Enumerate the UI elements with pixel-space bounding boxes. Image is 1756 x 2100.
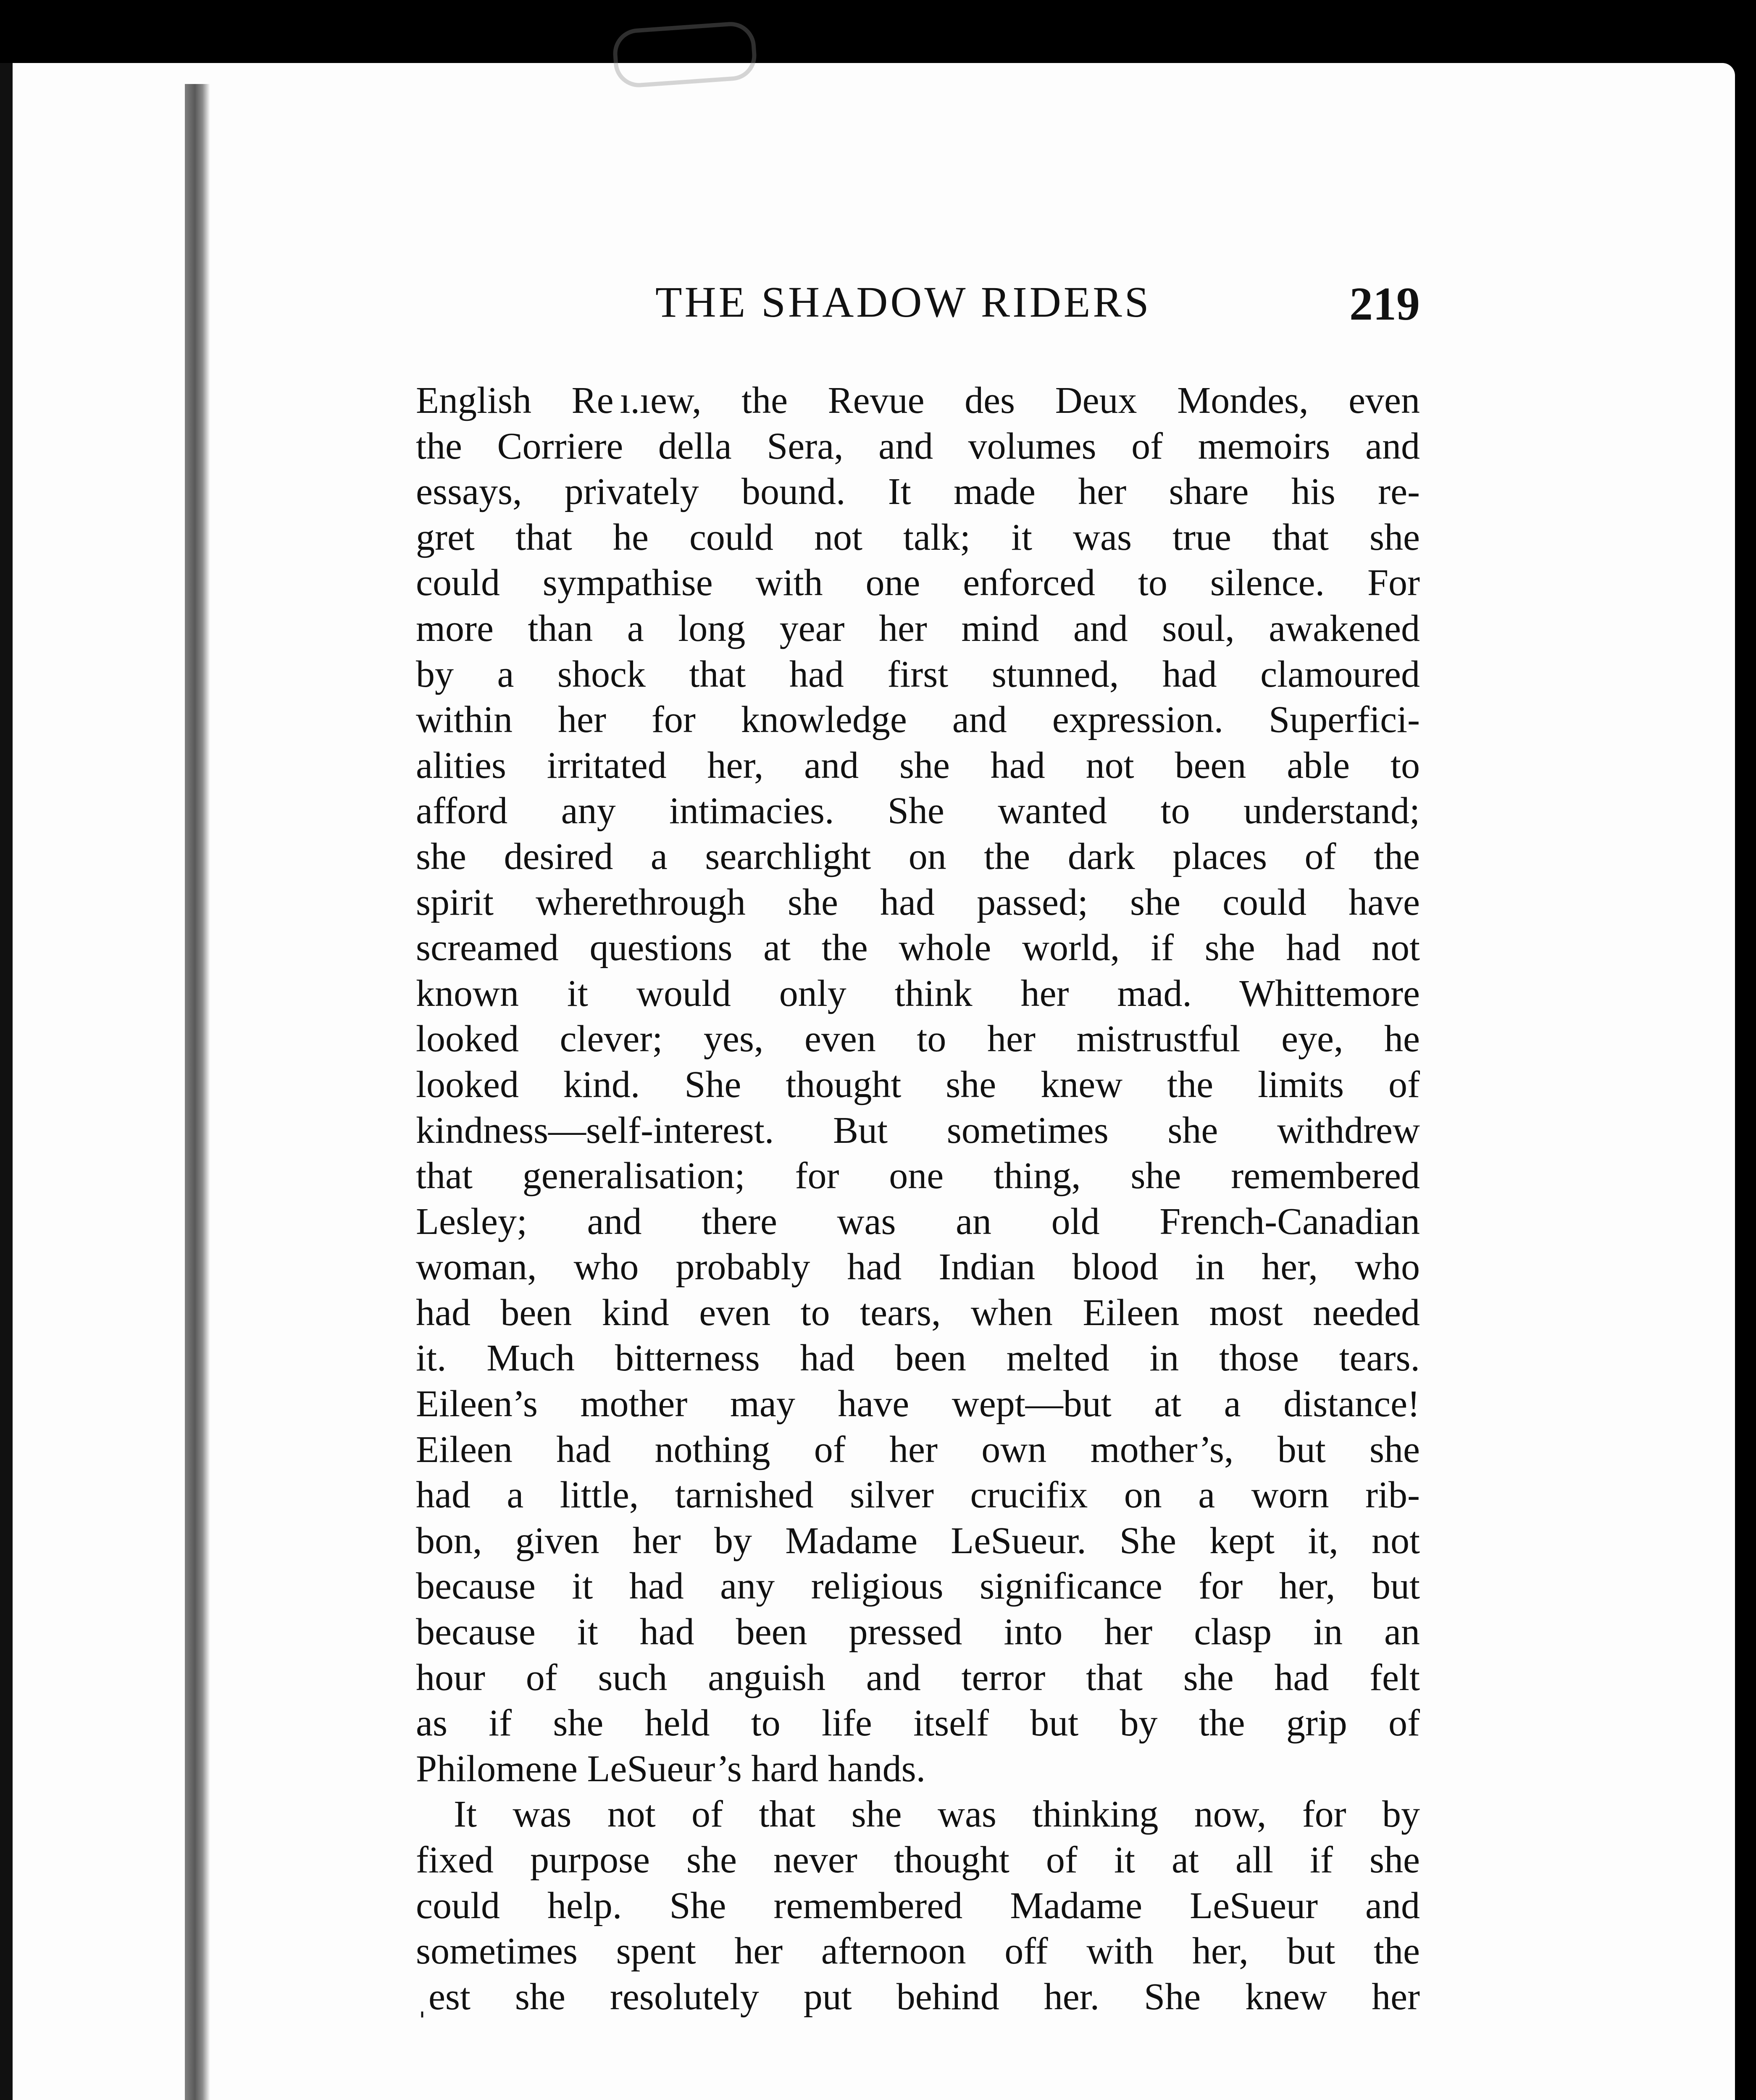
text-line: that generalisation; for one thing, she remembered [416, 1155, 1420, 1197]
text-line: as if she held to life itself but by the grip of [416, 1702, 1420, 1744]
text-line: known it would only think her mad. Whittemore [416, 972, 1420, 1014]
binding-gutter [185, 84, 210, 2100]
text-line: could sympathise with one enforced to silence. For [416, 562, 1420, 604]
text-line: the Corriere della Sera, and volumes of memoirs and [416, 425, 1420, 467]
text-line: Philomene LeSueur’s hard hands. [416, 1748, 926, 1790]
page-number: 219 [1349, 278, 1420, 330]
text-line: she desired a searchlight on the dark places of the [416, 835, 1420, 877]
text-line: kindness—self-interest. But sometimes she withdrew [416, 1109, 1420, 1151]
text-line: English Re ı.ıew, the Revue des Deux Mondes, even [416, 380, 1420, 421]
text-line: because it had any religious significance for her, but [416, 1565, 1420, 1607]
text-line: could help. She remembered Madame LeSueur and [416, 1885, 1420, 1927]
text-line: afford any intimacies. She wanted to understand; [416, 790, 1420, 832]
text-line: Lesley; and there was an old French-Canadian [416, 1200, 1420, 1242]
running-title: THE SHADOW RIDERS [655, 278, 1151, 326]
text-line: Eileen’s mother may have wept—but at a distance! [416, 1383, 1420, 1425]
text-line: alities irritated her, and she had not been able to [416, 744, 1420, 786]
text-line: because it had been pressed into her clasp in an [416, 1611, 1420, 1653]
text-line: by a shock that had first stunned, had clamoured [416, 653, 1420, 695]
text-line: spirit wherethrough she had passed; she could have [416, 881, 1420, 923]
text-line: within her for knowledge and expression. Superfici- [416, 699, 1420, 741]
text-line: bon, given her by Madame LeSueur. She kept it, not [416, 1520, 1420, 1562]
text-line: screamed questions at the whole world, if she had not [416, 927, 1420, 969]
text-line: it. Much bitterness had been melted in those tears. [416, 1337, 1420, 1379]
text-line: more than a long year her mind and soul, awakened [416, 607, 1420, 649]
scan-top-border [0, 0, 1756, 63]
text-line: looked clever; yes, even to her mistrustful eye, he [416, 1018, 1420, 1060]
text-line: woman, who probably had Indian blood in her, who [416, 1246, 1420, 1288]
text-line: ˌest she resolutely put behind her. She knew her [416, 1976, 1420, 2018]
text-line: essays, privately bound. It made her share his re- [416, 471, 1420, 513]
pencil-mark [612, 20, 758, 89]
text-line: looked kind. She thought she knew the limits of [416, 1063, 1420, 1105]
text-line: sometimes spent her afternoon off with her, but the [416, 1930, 1420, 1972]
text-line: hour of such anguish and terror that she had felt [416, 1656, 1420, 1698]
text-line: gret that he could not talk; it was true that she [416, 516, 1420, 558]
text-line: It was not of that she was thinking now, for by [454, 1793, 1420, 1835]
scan-left-border [0, 63, 13, 2100]
page-header [420, 277, 1420, 344]
text-line: fixed purpose she never thought of it at all if she [416, 1839, 1420, 1881]
text-line: Eileen had nothing of her own mother’s, but she [416, 1428, 1420, 1470]
text-line: had a little, tarnished silver crucifix on a worn rib- [416, 1474, 1420, 1516]
body-text [416, 378, 1420, 2020]
text-line: had been kind even to tears, when Eileen most needed [416, 1292, 1420, 1334]
